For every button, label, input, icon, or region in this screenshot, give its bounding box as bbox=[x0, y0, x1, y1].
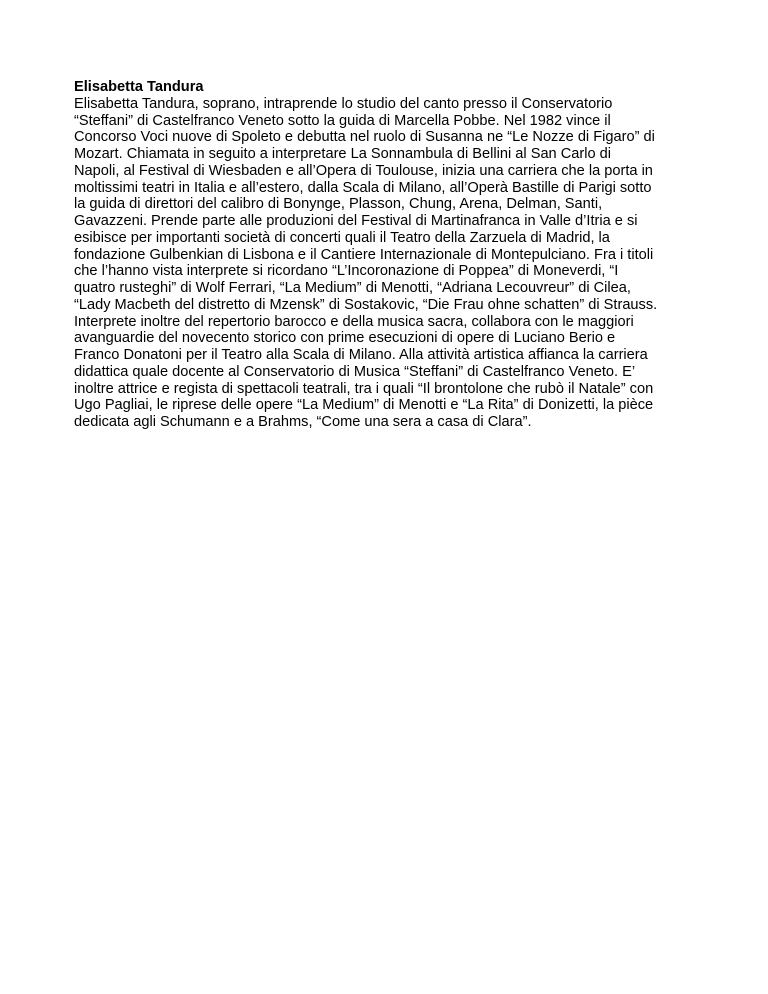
document-content bbox=[74, 79, 710, 431]
document-title: Elisabetta Tandura bbox=[74, 79, 204, 95]
biography-text: Elisabetta Tandura, soprano, intraprende lo studio del canto presso il Conservatorio “Steffani” di Castelfranco Veneto sotto la guida di Marcella Pobbe. Nel 1982 vince il Concorso Voci nuove di Spoleto e debutta nel ruolo di Susanna ne “Le Nozze di Figaro” di Mozart. Chiamata in seguito a interpretare La Sonnambula di Bellini al San Carlo di Napoli, al Festival di Wiesbaden e all’Opera di Toulouse, inizia una carriera che la porta in moltissimi teatri in Italia e all’estero, dalla Scala di Milano, all’Operà Bastille di Parigi sotto la guida di direttori del calibro di Bonynge, Plasson, Chung, Arena, Delman, Santi, Gavazzeni. Prende parte alle produzioni del Festival di Martinafranca in Valle d’Itria e si esibisce per importanti società di concerti quali il Teatro della Zarzuela di Madrid, la fondazione Gulbenkian di Lisbona e il Cantiere Internazionale di Montepulciano. Fra i titoli che l’hanno vista interprete si ricordano “L’Incoronazione di Poppea” di Moneverdi, “I quatro rusteghi” di Wolf Ferrari, “La Medium” di Menotti, “Adriana Lecouvreur” di Cilea, “Lady Macbeth del distretto di Mzensk” di Sostakovic, “Die Frau ohne schatten” di Strauss. Interprete inoltre del repertorio barocco e della musica sacra, collabora con le maggiori avanguardie del novecento storico con prime esecuzioni di opere di Luciano Berio e Franco Donatoni per il Teatro alla Scala di Milano. Alla attività artistica affianca la carriera didattica quale docente al Conservatorio di Musica “Steffani” di Castelfranco Veneto. E’ inoltre attrice e regista di spettacoli teatrali, tra i quali “Il brontolone che rubò il Natale” con Ugo Pagliai, le riprese delle opere “La Medium” di Menotti e “La Rita” di Donizetti, la pièce dedicata agli Schumann e a Brahms, “Come una sera a casa di Clara”. bbox=[74, 95, 658, 430]
